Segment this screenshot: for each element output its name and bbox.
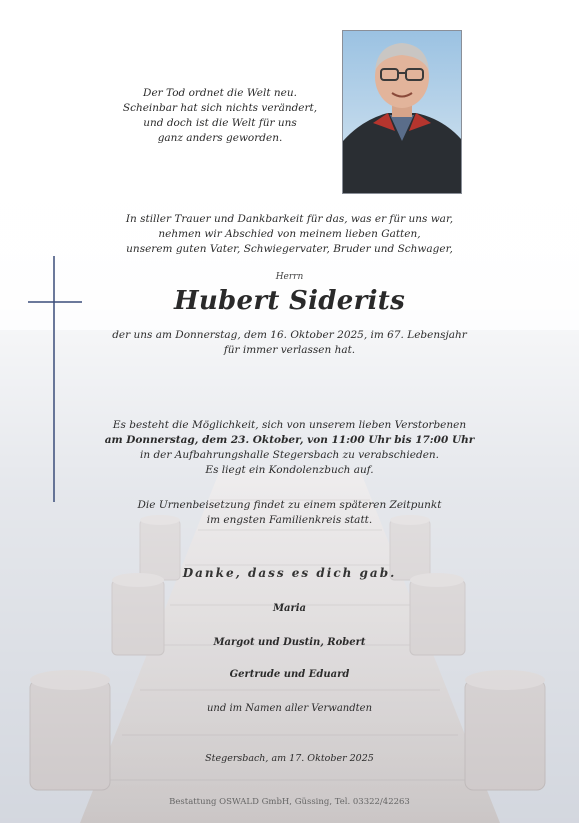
death-notice-line: für immer verlassen hat. [223, 344, 356, 356]
mourner-relatives: und im Namen aller Verwandten [206, 703, 373, 714]
mourner-name: Maria [272, 603, 307, 614]
mourner-name: Gertrude und Eduard [229, 669, 350, 680]
funeral-home-footer: Bestattung OSWALD GmbH, Güssing, Tel. 03322/42263 [169, 797, 410, 807]
intro-line: In stiller Trauer und Dankbarkeit für das, was er für uns war, [125, 213, 454, 225]
poem-line: und doch ist die Welt für uns [143, 117, 297, 129]
intro-line: unserem guten Vater, Schwiegervater, Bruder und Schwager, [126, 243, 453, 255]
deceased-name: Hubert Siderits [173, 286, 406, 316]
salutation: Herrn [275, 272, 304, 282]
thanks-line: Danke, dass es dich gab. [182, 566, 397, 580]
poem [100, 86, 340, 146]
poem-line: Scheinbar hat sich nichts verändert, [122, 102, 318, 114]
death-notice [0, 328, 579, 358]
viewing-line: Es liegt ein Kondolenzbuch auf. [205, 464, 374, 476]
poem-line: ganz anders geworden. [157, 132, 283, 144]
portrait-photo [342, 30, 462, 194]
poem-line: Der Tod ordnet die Welt neu. [143, 87, 297, 99]
viewing-notice [0, 418, 579, 478]
death-notice-line: der uns am Donnerstag, dem 16. Oktober 2025, im 67. Lebensjahr [112, 329, 467, 341]
viewing-line: Es besteht die Möglichkeit, sich von unserem lieben Verstorbenen [112, 419, 467, 431]
burial-notice [0, 498, 579, 528]
intro-line: nehmen wir Abschied von meinem lieben Gatten, [158, 228, 421, 240]
burial-line: Die Urnenbeisetzung findet zu einem späteren Zeitpunkt [137, 499, 442, 511]
intro-text [0, 212, 579, 257]
mourner-name: Margot und Dustin, Robert [213, 637, 366, 648]
place-date: Stegersbach, am 17. Oktober 2025 [205, 753, 374, 764]
viewing-date-line: am Donnerstag, dem 23. Oktober, von 11:00 Uhr bis 17:00 Uhr [104, 434, 475, 446]
viewing-line: in der Aufbahrungshalle Stegersbach zu verabschieden. [139, 449, 440, 461]
burial-line: im engsten Familienkreis statt. [206, 514, 373, 526]
